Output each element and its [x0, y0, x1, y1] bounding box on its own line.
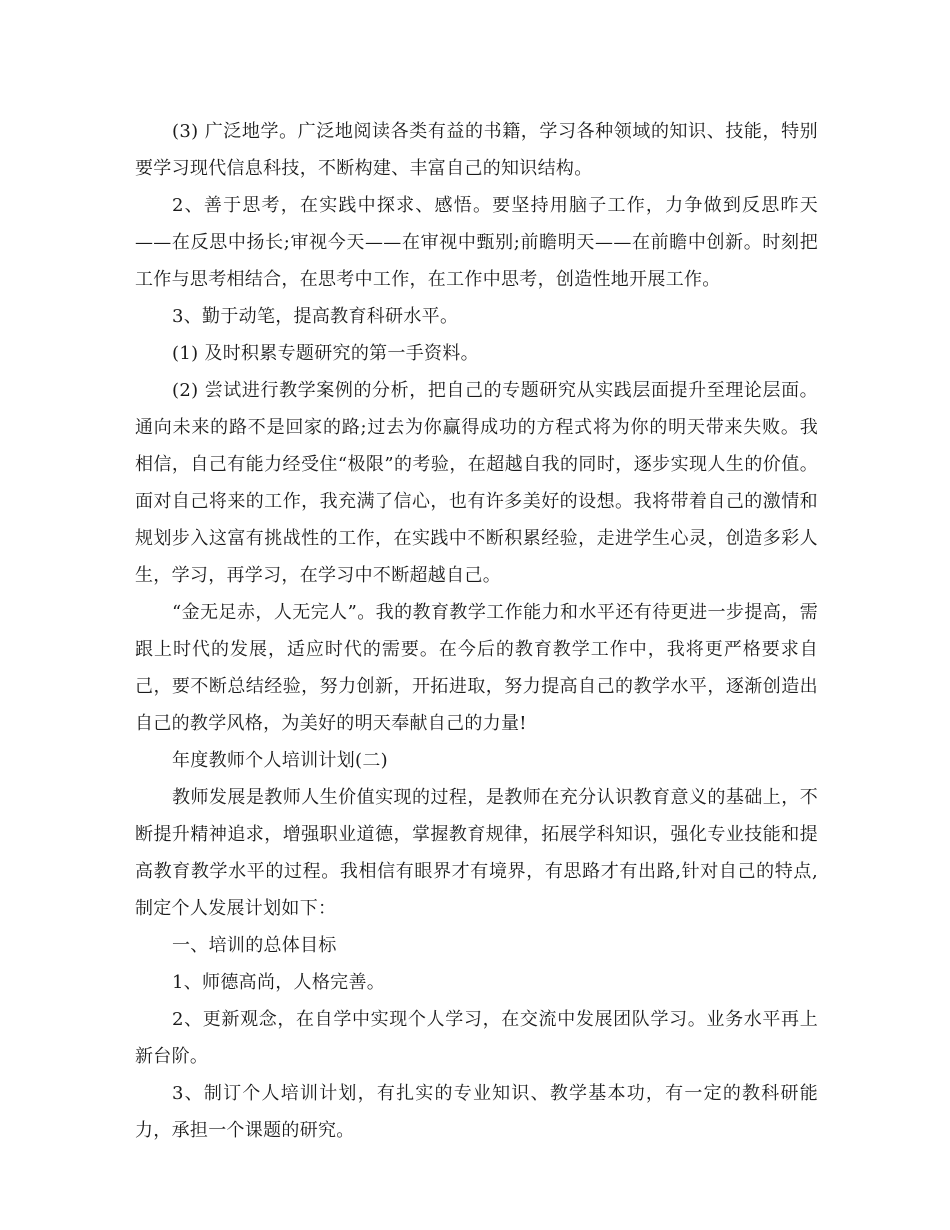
paragraph-no-one-perfect: “金无足赤，人无完人”。我的教育教学工作能力和水平还有待更进一步提高，需跟上时代的发展，适应时代的需要。在今后的教育教学工作中，我将更严格要求自己，要不断总结经验，努力创新，开拓进取，努力提高自己的教学水平，逐渐创造出自己的教学风格，为美好的明天奉献自己的力量! [135, 602, 818, 734]
list-item-goal-2: 2、更新观念，在自学中实现个人学习，在交流中发展团队学习。业务水平再上新台阶。 [135, 1009, 818, 1067]
list-item-goal-1: 1、师德高尚，人格完善。 [172, 972, 386, 993]
document-body [135, 113, 818, 1149]
paragraph-accumulate-materials: (1) 及时积累专题研究的第一手资料。 [172, 343, 479, 364]
paragraph-teacher-development: 教师发展是教师人生价值实现的过程，是教师在充分认识教育意义的基础上，不断提升精神追求，增强职业道德，掌握教育规律，拓展学科知识，强化专业技能和提高教育教学水平的过程。我相信有眼界才有境界，有思路才有出路,针对自己的特点,制定个人发展计划如下： [135, 787, 818, 919]
section-heading-plan-two: 年度教师个人培训计划(二) [172, 750, 388, 771]
paragraph-good-at-thinking: 2、善于思考，在实践中探求、感悟。要坚持用脑子工作，力争做到反思昨天——在反思中扬长;审视今天——在审视中甄别;前瞻明天——在前瞻中创新。时刻把工作与思考相结合，在思考中工作，在工作中思考，创造性地开展工作。 [135, 195, 818, 290]
subheading-overall-goals: 一、培训的总体目标 [172, 935, 337, 956]
paragraph-diligent-writing: 3、勤于动笔，提高教育科研水平。 [172, 306, 459, 327]
paragraph-case-analysis: (2) 尝试进行教学案例的分析，把自己的专题研究从实践层面提升至理论层面。通向未来的路不是回家的路;过去为你赢得成功的方程式将为你的明天带来失败。我相信，自己有能力经受住“极限”的考验，在超越自我的同时，逐步实现人生的价值。面对自己将来的工作，我充满了信心，也有许多美好的设想。我将带着自己的激情和规划步入这富有挑战性的工作，在实践中不断积累经验，走进学生心灵，创造多彩人生，学习，再学习，在学习中不断超越自己。 [135, 380, 818, 586]
paragraph-broad-reading: (3) 广泛地学。广泛地阅读各类有益的书籍，学习各种领域的知识、技能，特别要学习现代信息科技，不断构建、丰富自己的知识结构。 [135, 121, 818, 179]
list-item-goal-3: 3、制订个人培训计划，有扎实的专业知识、教学基本功，有一定的教科研能力，承担一个课题的研究。 [135, 1083, 818, 1141]
